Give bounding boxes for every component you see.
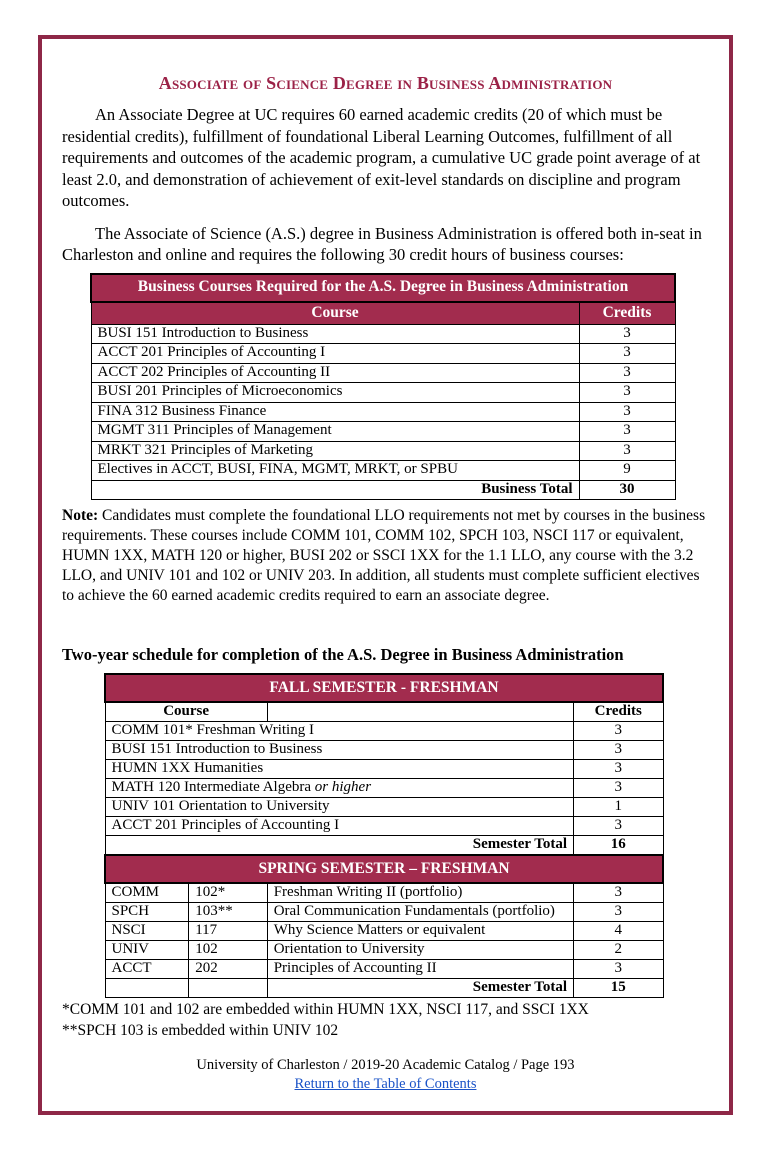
credits-cell: 3 xyxy=(574,903,663,922)
course-title-cell: Orientation to University xyxy=(267,941,573,960)
credits-cell: 3 xyxy=(579,402,675,422)
table-row xyxy=(91,402,675,422)
course-cell: COMM 101* Freshman Writing I xyxy=(105,722,574,741)
table-row xyxy=(105,722,663,741)
credits-cell: 3 xyxy=(574,883,663,903)
spring-semester-header-row xyxy=(105,855,663,883)
table-header-row xyxy=(91,302,675,325)
table-row xyxy=(105,883,663,903)
semester-total-value: 15 xyxy=(574,979,663,998)
fall-semester-header-row xyxy=(105,674,663,702)
semester-total-label: Semester Total xyxy=(105,836,574,856)
column-header-credits: Credits xyxy=(579,302,675,325)
fall-column-header-row xyxy=(105,702,663,722)
table-row xyxy=(91,422,675,442)
table-title-row xyxy=(91,274,675,302)
course-cell: ACCT 202 Principles of Accounting II xyxy=(91,363,579,383)
credits-cell: 3 xyxy=(574,760,663,779)
course-cell: MGMT 311 Principles of Management xyxy=(91,422,579,442)
course-number-cell: 117 xyxy=(189,922,267,941)
table-row xyxy=(91,363,675,383)
empty-cell xyxy=(189,979,267,998)
note-text: Candidates must complete the foundational LLO requirements not met by courses in the business requirements. These courses include COMM 101, COMM 102, SPCH 103, NSCI 117 or equivalent, HUMN 1XX, MATH 120 or higher, BUSI 202 or SSCI 1XX for the 1.1 LLO, any course with the 3.2 LLO, and UNIV 101 and 102 or UNIV 203. In addition, all students must complete sufficient electives to achieve the 60 earned academic credits required to earn an associate degree. xyxy=(62,507,706,604)
column-header-credits: Credits xyxy=(574,702,663,722)
course-title-cell: Freshman Writing II (portfolio) xyxy=(267,883,573,903)
course-number-cell: 202 xyxy=(189,960,267,979)
credits-cell: 9 xyxy=(579,461,675,481)
course-prefix-cell: SPCH xyxy=(105,903,189,922)
page-frame xyxy=(38,35,733,1115)
semester-total-label: Semester Total xyxy=(267,979,573,998)
course-title-cell: Principles of Accounting II xyxy=(267,960,573,979)
table-row xyxy=(91,461,675,481)
course-prefix-cell: COMM xyxy=(105,883,189,903)
course-prefix-cell: ACCT xyxy=(105,960,189,979)
course-title-cell: Oral Communication Fundamentals (portfolio) xyxy=(267,903,573,922)
credits-cell: 2 xyxy=(574,941,663,960)
business-total-row xyxy=(91,480,675,500)
course-cell: ACCT 201 Principles of Accounting I xyxy=(91,344,579,364)
footer-text: University of Charleston / 2019-20 Academic Catalog / Page 193 xyxy=(196,1057,575,1073)
table-row xyxy=(105,741,663,760)
course-number-cell: 102* xyxy=(189,883,267,903)
column-header-course: Course xyxy=(91,302,579,325)
credits-cell: 3 xyxy=(579,441,675,461)
course-title-cell: Why Science Matters or equivalent xyxy=(267,922,573,941)
credits-cell: 3 xyxy=(574,960,663,979)
course-cell: BUSI 151 Introduction to Business xyxy=(91,324,579,344)
course-cell: UNIV 101 Orientation to University xyxy=(105,798,574,817)
schedule-heading: Two-year schedule for completion of the A.S. Degree in Business Administration xyxy=(62,645,624,664)
credits-cell: 3 xyxy=(574,741,663,760)
table-row xyxy=(105,960,663,979)
table-row xyxy=(105,798,663,817)
course-prefix-cell: NSCI xyxy=(105,922,189,941)
course-cell: Electives in ACCT, BUSI, FINA, MGMT, MRKT, or SPBU xyxy=(91,461,579,481)
course-prefix-cell: UNIV xyxy=(105,941,189,960)
credits-cell: 3 xyxy=(579,363,675,383)
fall-total-row xyxy=(105,836,663,856)
fall-semester-title: FALL SEMESTER - FRESHMAN xyxy=(105,674,663,702)
credits-cell: 3 xyxy=(579,422,675,442)
intro-paragraph: An Associate Degree at UC requires 60 earned academic credits (20 of which must be residential credits), fulfillment of foundational Liberal Learning Outcomes, fulfillment of all requirements and outcomes of the academic program, a cumulative UC grade point average of at least 2.0, and demonstration of achievement of exit-level standards on discipline and program outcomes. xyxy=(62,105,701,210)
page-title: Associate of Science Degree in Business Administration xyxy=(158,73,613,93)
course-cell: FINA 312 Business Finance xyxy=(91,402,579,422)
table-row xyxy=(91,441,675,461)
column-header-course: Course xyxy=(105,702,267,722)
empty-header-cell xyxy=(267,702,573,722)
credits-cell: 3 xyxy=(579,344,675,364)
credits-cell: 4 xyxy=(574,922,663,941)
course-cell: ACCT 201 Principles of Accounting I xyxy=(105,817,574,836)
table-row xyxy=(105,817,663,836)
business-total-label: Business Total xyxy=(91,480,579,500)
course-text: MATH 120 Intermediate Algebra xyxy=(111,779,315,796)
table-row xyxy=(105,922,663,941)
table-row xyxy=(105,779,663,798)
credits-cell: 3 xyxy=(574,722,663,741)
course-cell: HUMN 1XX Humanities xyxy=(105,760,574,779)
offering-paragraph: The Associate of Science (A.S.) degree in Business Administration is offered both in-seat in Charleston and online and requires the following 30 credit hours of business courses: xyxy=(62,223,702,264)
business-table-title: Business Courses Required for the A.S. Degree in Business Administration xyxy=(91,274,675,302)
credits-cell: 3 xyxy=(579,383,675,403)
credits-cell: 3 xyxy=(574,817,663,836)
credits-cell: 3 xyxy=(574,779,663,798)
table-row xyxy=(91,383,675,403)
footnote-comm: *COMM 101 and 102 are embedded within HUMN 1XX, NSCI 117, and SSCI 1XX xyxy=(62,1001,589,1018)
semester-total-value: 16 xyxy=(574,836,663,856)
table-row xyxy=(105,903,663,922)
course-number-cell: 102 xyxy=(189,941,267,960)
table-row xyxy=(105,941,663,960)
note-paragraph xyxy=(62,506,709,606)
course-cell xyxy=(105,779,574,798)
spring-total-row xyxy=(105,979,663,998)
course-cell: BUSI 201 Principles of Microeconomics xyxy=(91,383,579,403)
business-courses-table xyxy=(90,273,676,501)
credits-cell: 1 xyxy=(574,798,663,817)
two-year-schedule-table xyxy=(104,673,664,998)
course-number-cell: 103** xyxy=(189,903,267,922)
table-row xyxy=(105,760,663,779)
course-text-italic: or higher xyxy=(314,779,372,796)
credits-cell: 3 xyxy=(579,324,675,344)
table-row xyxy=(91,324,675,344)
return-to-toc-link[interactable]: Return to the Table of Contents xyxy=(294,1076,477,1092)
footnote-spch: **SPCH 103 is embedded within UNIV 102 xyxy=(62,1022,339,1039)
spring-semester-title: SPRING SEMESTER – FRESHMAN xyxy=(105,855,663,883)
note-label: Note: xyxy=(62,507,99,524)
empty-cell xyxy=(105,979,189,998)
course-cell: BUSI 151 Introduction to Business xyxy=(105,741,574,760)
table-row xyxy=(91,344,675,364)
business-total-value: 30 xyxy=(579,480,675,500)
course-cell: MRKT 321 Principles of Marketing xyxy=(91,441,579,461)
